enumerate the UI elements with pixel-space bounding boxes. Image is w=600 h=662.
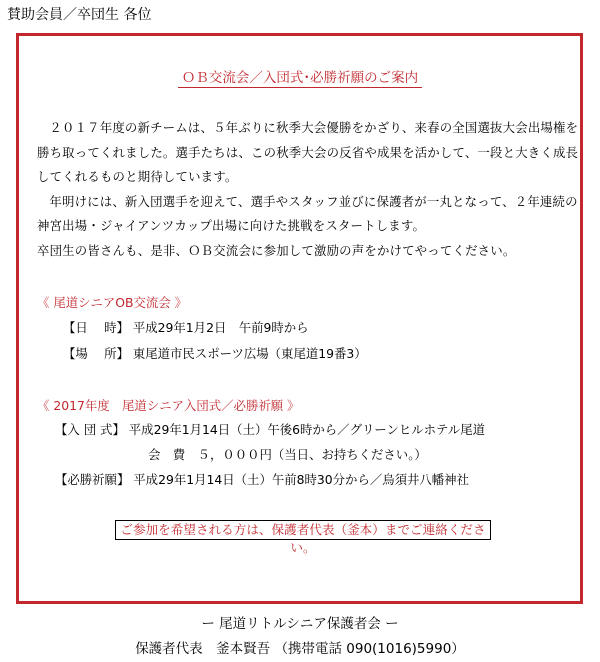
notice-title: [0, 66, 600, 86]
ob-date-value: 平成29年1月2日 午前9時から: [132, 320, 309, 335]
body-paragraph: 年明けには、新入団選手を迎えて、選手やスタッフ並びに保護者が一丸となって、２年連続の神宮出場・ジャイアンツカップ出場に向けた挑戦をスタートします。: [37, 193, 578, 233]
ob-date-label: 【日 時】: [63, 320, 129, 335]
entry-prayer-row: [55, 470, 469, 488]
ob-place-value: 東尾道市民スポーツ広場（東尾道19番3）: [132, 346, 367, 361]
notice-body: [37, 116, 583, 263]
entry-ceremony-row: [55, 420, 485, 438]
ob-place-row: [63, 344, 367, 362]
ob-place-label: 【場 所】: [63, 346, 129, 361]
organization-name: ー 尾道リトルシニア保護者会 ー: [201, 616, 399, 632]
entry-prayer-value: 平成29年1月14日（土）午前8時30分から／烏須井八幡神社: [133, 472, 469, 487]
body-paragraph: 卒団生の皆さんも、是非、ＯＢ交流会に参加して激励の声をかけてやってください。: [37, 242, 516, 258]
section-ob-heading: 《 尾道シニアOB交流会 》: [37, 295, 188, 310]
entry-prayer-label: 【必勝祈願】: [55, 472, 130, 487]
entry-fee-line: 会 費 ５，０００円（当日、お持ちください。）: [148, 447, 427, 462]
entry-ceremony-label: 【入 団 式】: [55, 422, 125, 437]
section-entry-heading: 《 2017年度 尾道シニア入団式／必勝祈願 》: [37, 398, 300, 413]
entry-ceremony-value: 平成29年1月14日（土）午後6時から／グリーンヒルホテル尾道: [128, 422, 485, 437]
recipients-line: 賛助会員／卒団生 各位: [7, 7, 152, 23]
contact-notice: ご参加を希望される方は、保護者代表（釜本）までご連絡ください。: [115, 520, 491, 540]
notice-title-text: ＯＢ交流会／入団式･必勝祈願のご案内: [178, 70, 422, 88]
representative-contact: 保護者代表 釜本賢吾 （携帯電話 090(1016)5990）: [135, 641, 465, 657]
body-paragraph: ２０１７年度の新チームは、５年ぶりに秋季大会優勝をかざり、来春の全国選抜大会出場権を勝ち取ってくれました。選手たちは、この秋季大会の反省や成果を活かして、一段と大きく成長してくれるものと期待しています。: [37, 120, 579, 184]
ob-date-row: [63, 318, 309, 336]
